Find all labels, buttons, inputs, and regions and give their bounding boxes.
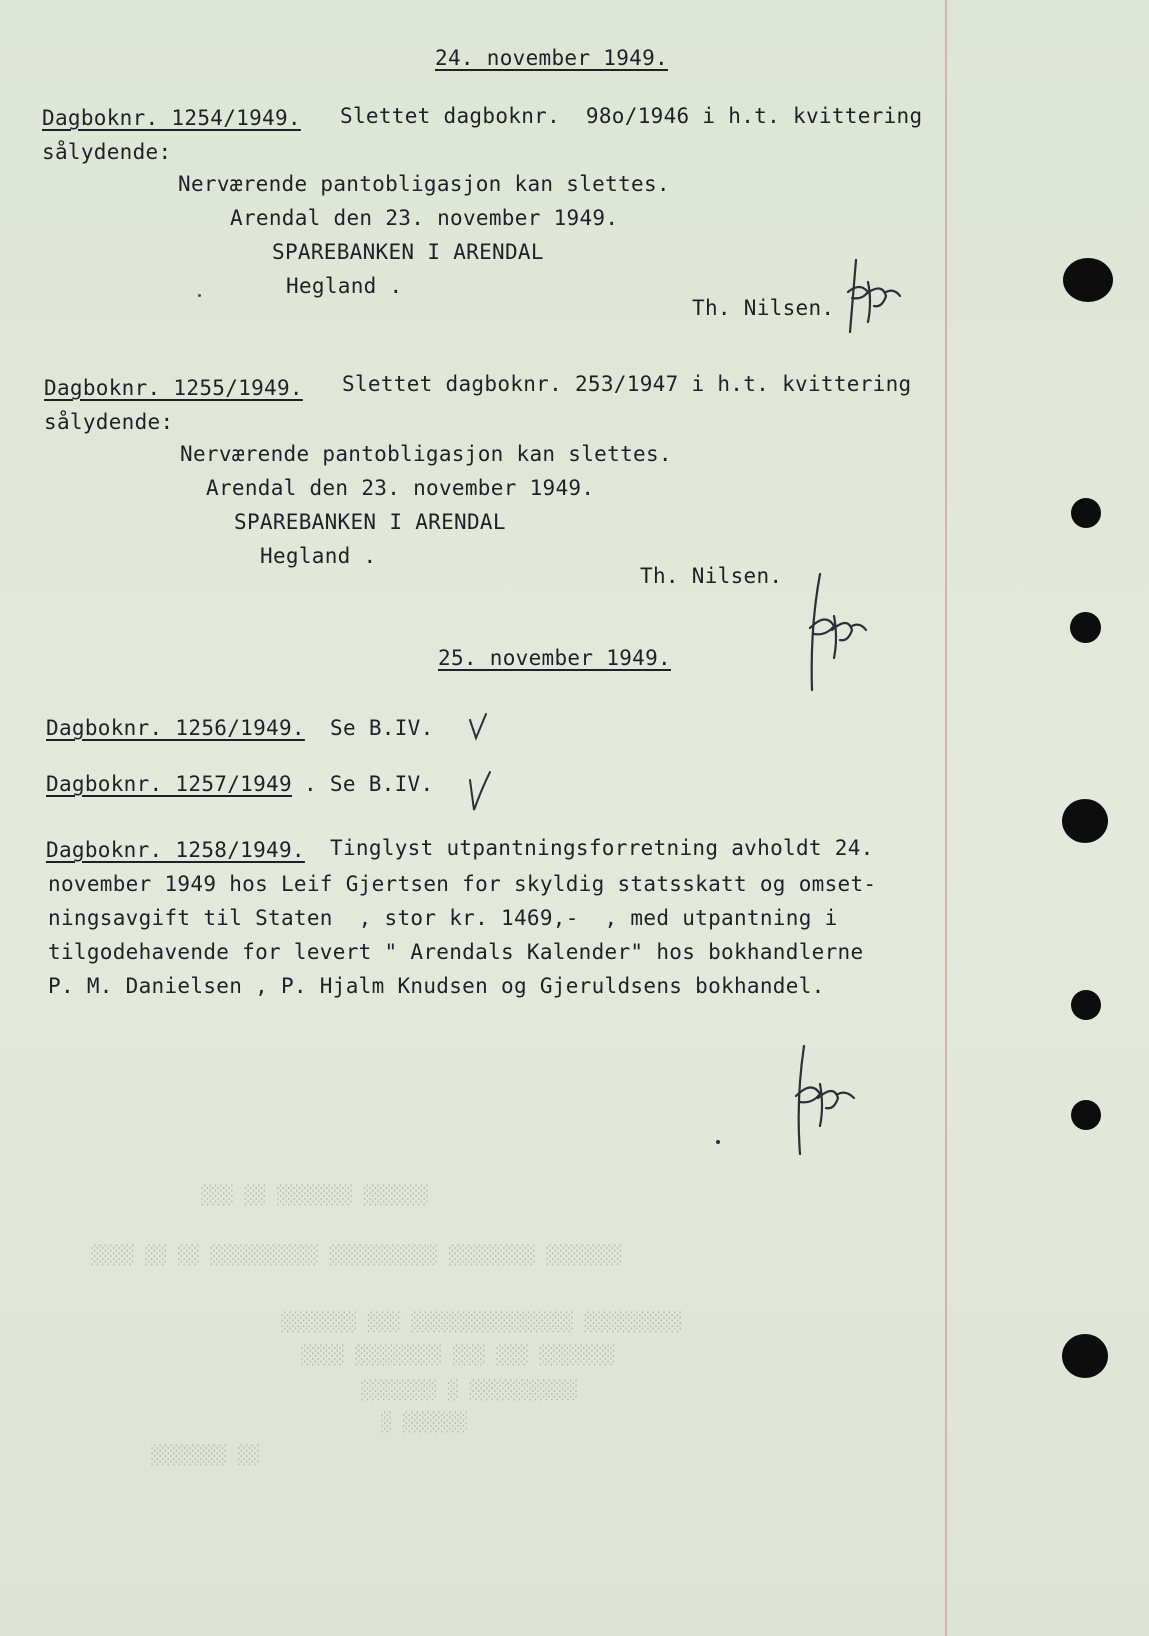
- date-heading: 24. november 1949.: [435, 46, 668, 70]
- entry-text: ningsavgift til Staten , stor kr. 1469,- , med utpantning i: [48, 906, 838, 930]
- entry-ref: Dagboknr. 1257/1949: [46, 772, 292, 796]
- entry-text: sålydende:: [42, 140, 172, 164]
- date-heading: 25. november 1949.: [438, 646, 671, 670]
- entry-text: Slettet dagboknr. 253/1947 i h.t. kvittering: [342, 372, 912, 396]
- entry-text: november 1949 hos Leif Gjertsen for skyldig statsskatt og omset-: [48, 872, 877, 896]
- quote-line: Nerværende pantobligasjon kan slettes.: [178, 172, 670, 196]
- entry-text: P. M. Danielsen , P. Hjalm Knudsen og Gjeruldsens bokhandel.: [48, 974, 825, 998]
- entry-text: Tinglyst utpantningsforretning avholdt 24.: [330, 836, 874, 860]
- quote-line: SPAREBANKEN I ARENDAL: [234, 510, 506, 534]
- entry-ref: Dagboknr. 1255/1949.: [44, 376, 303, 400]
- quote-line: Nerværende pantobligasjon kan slettes.: [180, 442, 672, 466]
- quote-line: Arendal den 23. november 1949.: [206, 476, 595, 500]
- quote-line: Hegland .: [286, 274, 403, 298]
- ink-dot: [198, 294, 201, 297]
- entry-text: . Se B.IV.: [304, 772, 434, 796]
- entry-ref: Dagboknr. 1254/1949.: [42, 106, 301, 130]
- entry-ref: Dagboknr. 1256/1949.: [46, 716, 305, 740]
- handwritten-initials: [770, 1040, 860, 1160]
- quote-line: Th. Nilsen.: [692, 296, 835, 320]
- handwritten-initials: [838, 252, 908, 342]
- quote-line: Arendal den 23. november 1949.: [230, 206, 619, 230]
- handwritten-initials: [790, 568, 870, 698]
- entry-ref: Dagboknr. 1258/1949.: [46, 838, 305, 862]
- entry-text: Se B.IV.: [330, 716, 434, 740]
- quote-line: Hegland .: [260, 544, 377, 568]
- quote-line: SPAREBANKEN I ARENDAL: [272, 240, 544, 264]
- entry-text: sålydende:: [44, 410, 174, 434]
- quote-line: Th. Nilsen.: [640, 564, 783, 588]
- check-mark: [464, 768, 494, 816]
- check-mark: [466, 710, 490, 742]
- entry-text: Slettet dagboknr. 98o/1946 i h.t. kvittering: [340, 104, 923, 128]
- entry-text: tilgodehavende for levert " Arendals Kalender" hos bokhandlerne: [48, 940, 864, 964]
- ink-dot: [716, 1140, 720, 1144]
- bleed-through: ░░░░░░ ░░░░░░░ ░░ ░░░ ░░░░░░░ ░░░░░░░░ ░░░░░░░░░░ ░░░░░░░░░░ ░░ ░░ ░░░░ ░░░░░░░░░ ░░░░░░░░░░░░░░░ ░░░ ░░░░░░░ ░░░░░░░ ░░░ ░░░ ░░░░░░░░ ░░░░ ░░░░░░░░░░ ░ ░░░░░░░ ░░░░░░ ░ ░░ ░░░░░░░: [90, 1185, 681, 1466]
